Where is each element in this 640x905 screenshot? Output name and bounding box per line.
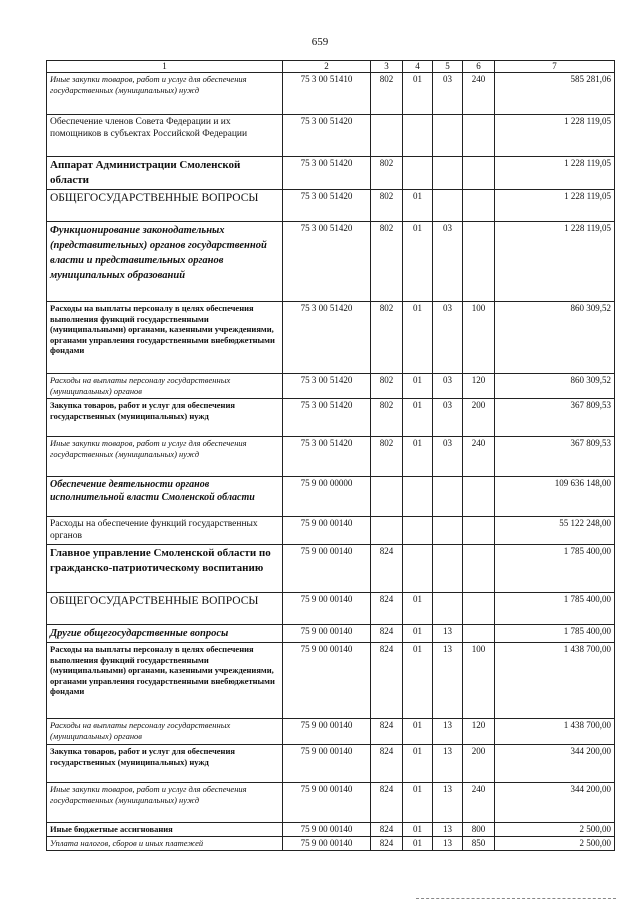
table-row <box>47 643 615 719</box>
row-col4-cell: 01 <box>403 73 433 115</box>
row-name-cell: Иные бюджетные ассигнования <box>47 823 283 837</box>
row-col4-cell: 01 <box>403 437 433 477</box>
row-code-cell: 75 9 00 00140 <box>283 783 371 823</box>
row-code-cell: 75 3 00 51420 <box>283 399 371 437</box>
row-name-cell: Иные закупки товаров, работ и услуг для обеспечения государственных (муниципальных) нужд <box>47 73 283 115</box>
table-row <box>47 593 615 625</box>
table-row <box>47 545 615 593</box>
row-col5-cell: 13 <box>433 643 463 719</box>
row-name-cell: Расходы на обеспечение функций государственных органов <box>47 517 283 545</box>
row-col4-cell <box>403 517 433 545</box>
row-col3-cell: 802 <box>371 437 403 477</box>
row-col3-cell: 802 <box>371 374 403 399</box>
row-name-cell: Функционирование законодательных (представительных) органов государственной власти и представительных органов муниципальных образований <box>47 222 283 302</box>
row-name-cell: Закупка товаров, работ и услуг для обеспечения государственных (муниципальных) нужд <box>47 399 283 437</box>
row-sum-cell: 1 228 119,05 <box>495 190 615 222</box>
table-row <box>47 837 615 851</box>
row-col4-cell: 01 <box>403 823 433 837</box>
row-col6-cell: 240 <box>463 783 495 823</box>
row-code-cell: 75 3 00 51420 <box>283 115 371 157</box>
row-col3-cell: 824 <box>371 823 403 837</box>
table-row <box>47 437 615 477</box>
row-col5-cell: 03 <box>433 399 463 437</box>
row-code-cell: 75 3 00 51420 <box>283 437 371 477</box>
row-name-cell: Главное управление Смоленской области по гражданско-патриотическому воспитанию <box>47 545 283 593</box>
row-col3-cell: 824 <box>371 545 403 593</box>
row-col6-cell: 100 <box>463 643 495 719</box>
row-col5-cell <box>433 517 463 545</box>
row-col3-cell: 824 <box>371 745 403 783</box>
row-code-cell: 75 3 00 51420 <box>283 190 371 222</box>
row-col3-cell: 802 <box>371 302 403 374</box>
row-col5-cell: 13 <box>433 783 463 823</box>
row-sum-cell: 109 636 148,00 <box>495 477 615 517</box>
row-col3-cell: 802 <box>371 222 403 302</box>
row-col4-cell: 01 <box>403 745 433 783</box>
row-sum-cell: 1 785 400,00 <box>495 593 615 625</box>
row-sum-cell: 585 281,06 <box>495 73 615 115</box>
table-row <box>47 783 615 823</box>
row-col3-cell: 802 <box>371 157 403 190</box>
row-col5-cell <box>433 593 463 625</box>
table-row <box>47 157 615 190</box>
table-row <box>47 222 615 302</box>
header-cell: 1 <box>47 61 283 73</box>
table-row <box>47 374 615 399</box>
page-number: 659 <box>311 36 329 48</box>
row-sum-cell: 2 500,00 <box>495 823 615 837</box>
row-code-cell: 75 9 00 00140 <box>283 745 371 783</box>
row-sum-cell: 55 122 248,00 <box>495 517 615 545</box>
table-row <box>47 399 615 437</box>
row-col5-cell: 03 <box>433 374 463 399</box>
row-col4-cell <box>403 545 433 593</box>
row-col4-cell <box>403 115 433 157</box>
row-sum-cell: 367 809,53 <box>495 399 615 437</box>
table-row <box>47 190 615 222</box>
row-sum-cell: 1 438 700,00 <box>495 719 615 745</box>
row-code-cell: 75 9 00 00140 <box>283 593 371 625</box>
row-col5-cell <box>433 545 463 593</box>
row-col3-cell: 824 <box>371 719 403 745</box>
row-col3-cell <box>371 517 403 545</box>
row-name-cell: Расходы на выплаты персоналу в целях обеспечения выполнения функций государственными (муниципальными) органами, казенными учреждениями, органами управления государственными внебюджетными фондами <box>47 643 283 719</box>
row-name-cell: Расходы на выплаты персоналу государственных (муниципальных) органов <box>47 374 283 399</box>
row-col5-cell <box>433 190 463 222</box>
row-sum-cell: 2 500,00 <box>495 837 615 851</box>
header-cell: 3 <box>371 61 403 73</box>
row-col3-cell: 824 <box>371 837 403 851</box>
row-code-cell: 75 9 00 00140 <box>283 625 371 643</box>
row-col4-cell: 01 <box>403 593 433 625</box>
row-col4-cell: 01 <box>403 190 433 222</box>
row-name-cell: Уплата налогов, сборов и иных платежей <box>47 837 283 851</box>
table-row <box>47 625 615 643</box>
row-col5-cell: 03 <box>433 302 463 374</box>
row-sum-cell: 344 200,00 <box>495 783 615 823</box>
row-col6-cell: 850 <box>463 837 495 851</box>
row-name-cell: Закупка товаров, работ и услуг для обеспечения государственных (муниципальных) нужд <box>47 745 283 783</box>
row-col6-cell <box>463 517 495 545</box>
budget-table <box>46 60 615 851</box>
row-name-cell: Расходы на выплаты персоналу государственных (муниципальных) органов <box>47 719 283 745</box>
row-sum-cell: 344 200,00 <box>495 745 615 783</box>
row-col6-cell: 120 <box>463 719 495 745</box>
row-col4-cell: 01 <box>403 837 433 851</box>
row-col4-cell: 01 <box>403 643 433 719</box>
row-col6-cell: 200 <box>463 745 495 783</box>
row-col3-cell <box>371 115 403 157</box>
row-code-cell: 75 9 00 00140 <box>283 837 371 851</box>
row-col6-cell <box>463 593 495 625</box>
row-col3-cell: 824 <box>371 783 403 823</box>
header-cell: 5 <box>433 61 463 73</box>
row-code-cell: 75 3 00 51420 <box>283 302 371 374</box>
row-code-cell: 75 9 00 00140 <box>283 517 371 545</box>
row-col5-cell: 03 <box>433 437 463 477</box>
row-code-cell: 75 9 00 00140 <box>283 643 371 719</box>
row-name-cell: Иные закупки товаров, работ и услуг для обеспечения государственных (муниципальных) нужд <box>47 783 283 823</box>
row-code-cell: 75 9 00 00140 <box>283 545 371 593</box>
table-row <box>47 745 615 783</box>
row-col3-cell: 802 <box>371 73 403 115</box>
row-col5-cell <box>433 115 463 157</box>
row-col6-cell <box>463 545 495 593</box>
row-col4-cell: 01 <box>403 302 433 374</box>
row-col3-cell <box>371 477 403 517</box>
row-col3-cell: 824 <box>371 593 403 625</box>
header-cell: 4 <box>403 61 433 73</box>
row-col6-cell: 240 <box>463 73 495 115</box>
row-col3-cell: 824 <box>371 625 403 643</box>
table-row <box>47 477 615 517</box>
row-col5-cell <box>433 157 463 190</box>
row-col4-cell: 01 <box>403 374 433 399</box>
table-row <box>47 517 615 545</box>
row-code-cell: 75 3 00 51420 <box>283 157 371 190</box>
row-sum-cell: 1 228 119,05 <box>495 115 615 157</box>
row-col5-cell <box>433 477 463 517</box>
row-col6-cell <box>463 222 495 302</box>
row-name-cell: Иные закупки товаров, работ и услуг для обеспечения государственных (муниципальных) нужд <box>47 437 283 477</box>
row-code-cell: 75 3 00 51420 <box>283 222 371 302</box>
row-code-cell: 75 9 00 00140 <box>283 719 371 745</box>
row-sum-cell: 860 309,52 <box>495 302 615 374</box>
row-name-cell: Аппарат Администрации Смоленской области <box>47 157 283 190</box>
row-col6-cell <box>463 157 495 190</box>
table-row <box>47 73 615 115</box>
row-col6-cell: 120 <box>463 374 495 399</box>
header-cell: 7 <box>495 61 615 73</box>
table-row <box>47 719 615 745</box>
table-row <box>47 302 615 374</box>
row-col3-cell: 824 <box>371 643 403 719</box>
row-col3-cell: 802 <box>371 399 403 437</box>
table-header-row <box>47 61 615 73</box>
row-col4-cell <box>403 477 433 517</box>
row-name-cell: Расходы на выплаты персоналу в целях обеспечения выполнения функций государственными (муниципальными) органами, казенными учреждениями, органами управления государственными внебюджетными фондами <box>47 302 283 374</box>
row-col6-cell: 200 <box>463 399 495 437</box>
row-col5-cell: 03 <box>433 73 463 115</box>
row-code-cell: 75 9 00 00000 <box>283 477 371 517</box>
table-row <box>47 115 615 157</box>
row-sum-cell: 1 228 119,05 <box>495 157 615 190</box>
row-col5-cell: 13 <box>433 837 463 851</box>
row-code-cell: 75 9 00 00140 <box>283 823 371 837</box>
header-cell: 6 <box>463 61 495 73</box>
row-sum-cell: 1 785 400,00 <box>495 545 615 593</box>
row-col6-cell <box>463 190 495 222</box>
row-col5-cell: 03 <box>433 222 463 302</box>
row-col5-cell: 13 <box>433 823 463 837</box>
row-sum-cell: 860 309,52 <box>495 374 615 399</box>
row-name-cell: Обеспечение членов Совета Федерации и их помощников в субъектах Российской Федерации <box>47 115 283 157</box>
row-name-cell: Другие общегосударственные вопросы <box>47 625 283 643</box>
row-col4-cell: 01 <box>403 222 433 302</box>
row-sum-cell: 1 228 119,05 <box>495 222 615 302</box>
row-col5-cell: 13 <box>433 719 463 745</box>
header-cell: 2 <box>283 61 371 73</box>
row-col6-cell <box>463 477 495 517</box>
row-sum-cell: 1 438 700,00 <box>495 643 615 719</box>
row-name-cell: ОБЩЕГОСУДАРСТВЕННЫЕ ВОПРОСЫ <box>47 593 283 625</box>
row-col4-cell: 01 <box>403 625 433 643</box>
scan-edge-mark <box>416 898 616 899</box>
row-name-cell: Обеспечение деятельности органов исполнительной власти Смоленской области <box>47 477 283 517</box>
row-col6-cell <box>463 625 495 643</box>
row-col3-cell: 802 <box>371 190 403 222</box>
row-name-cell: ОБЩЕГОСУДАРСТВЕННЫЕ ВОПРОСЫ <box>47 190 283 222</box>
row-col4-cell <box>403 157 433 190</box>
row-col4-cell: 01 <box>403 399 433 437</box>
row-col6-cell: 800 <box>463 823 495 837</box>
row-sum-cell: 1 785 400,00 <box>495 625 615 643</box>
table-row <box>47 823 615 837</box>
row-col5-cell: 13 <box>433 625 463 643</box>
row-col4-cell: 01 <box>403 719 433 745</box>
row-col6-cell: 100 <box>463 302 495 374</box>
row-code-cell: 75 3 00 51410 <box>283 73 371 115</box>
row-col6-cell <box>463 115 495 157</box>
row-col5-cell: 13 <box>433 745 463 783</box>
row-code-cell: 75 3 00 51420 <box>283 374 371 399</box>
row-col4-cell: 01 <box>403 783 433 823</box>
row-col6-cell: 240 <box>463 437 495 477</box>
row-sum-cell: 367 809,53 <box>495 437 615 477</box>
